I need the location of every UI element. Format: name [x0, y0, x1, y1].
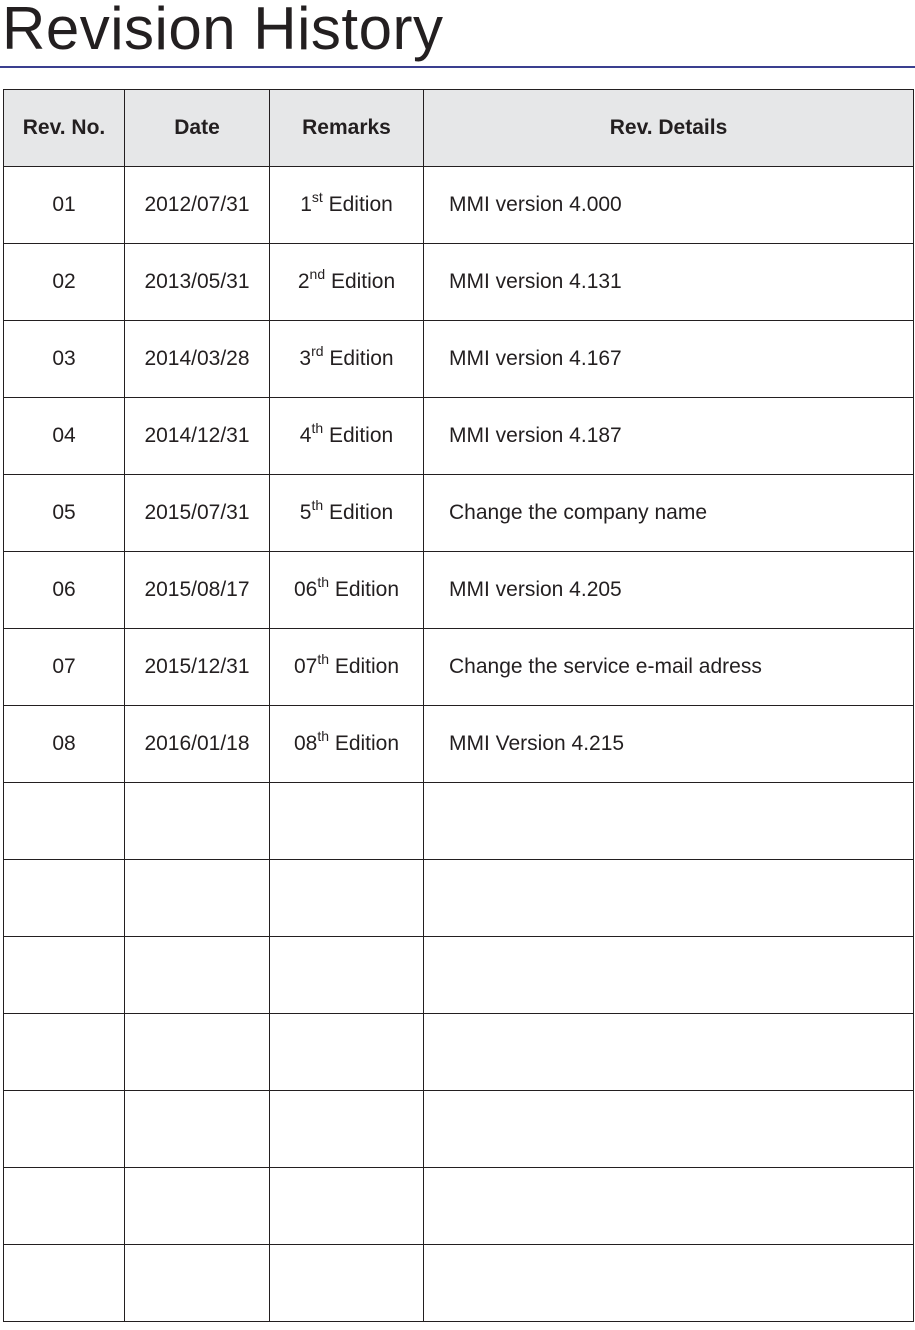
table-row	[4, 1168, 914, 1245]
remarks-edition-label: Edition	[323, 347, 394, 370]
table-row	[4, 552, 914, 629]
remarks-number: 2	[297, 270, 310, 293]
page-title: Revision History	[2, 0, 444, 62]
cell-date: 2015/08/17	[125, 552, 270, 629]
cell-remarks	[270, 398, 424, 475]
cell-remarks	[270, 860, 424, 937]
remarks-ordinal-suffix: st	[311, 189, 323, 205]
cell-date	[125, 937, 270, 1014]
cell-remarks	[270, 1245, 424, 1322]
cell-remarks	[270, 706, 424, 783]
table-row	[4, 244, 914, 321]
cell-date: 2016/01/18	[125, 706, 270, 783]
cell-rev-no	[4, 783, 125, 860]
remarks-ordinal-suffix: nd	[309, 266, 326, 282]
remarks-number: 3	[299, 347, 312, 370]
cell-rev-details	[424, 937, 914, 1014]
table-row	[4, 321, 914, 398]
remarks-number: 1	[300, 193, 312, 216]
cell-rev-no	[4, 1091, 125, 1168]
cell-date: 2013/05/31	[125, 244, 270, 321]
cell-remarks	[270, 783, 424, 860]
cell-date: 2012/07/31	[125, 167, 270, 244]
remarks-number: 07	[293, 655, 318, 678]
remarks-ordinal-suffix: th	[311, 497, 324, 513]
cell-date	[125, 1091, 270, 1168]
remarks-ordinal-suffix: rd	[311, 343, 324, 359]
cell-rev-details: MMI version 4.131	[424, 244, 914, 321]
remarks-number: 08	[293, 732, 318, 755]
cell-rev-details: MMI version 4.187	[424, 398, 914, 475]
cell-rev-details: MMI version 4.167	[424, 321, 914, 398]
cell-rev-no: 03	[4, 321, 125, 398]
cell-rev-no	[4, 937, 125, 1014]
table-row	[4, 783, 914, 860]
table-row	[4, 1014, 914, 1091]
header-rev-no: Rev. No.	[4, 90, 125, 167]
cell-date	[125, 1168, 270, 1245]
cell-remarks	[270, 552, 424, 629]
remarks-ordinal-suffix: th	[317, 574, 329, 590]
cell-rev-details	[424, 1014, 914, 1091]
cell-date: 2014/12/31	[125, 398, 270, 475]
cell-date	[125, 1014, 270, 1091]
cell-date: 2015/12/31	[125, 629, 270, 706]
cell-rev-no	[4, 1168, 125, 1245]
table-row	[4, 1091, 914, 1168]
cell-date: 2014/03/28	[125, 321, 270, 398]
table-row	[4, 398, 914, 475]
remarks-ordinal-suffix: th	[317, 651, 329, 667]
cell-rev-details: Change the company name	[424, 475, 914, 552]
remarks-edition-label: Edition	[322, 193, 393, 216]
header-date: Date	[125, 90, 270, 167]
cell-date	[125, 860, 270, 937]
table-row	[4, 167, 914, 244]
cell-rev-no: 01	[4, 167, 125, 244]
cell-rev-details	[424, 1168, 914, 1245]
cell-rev-no: 02	[4, 244, 125, 321]
cell-rev-details	[424, 860, 914, 937]
table-row	[4, 629, 914, 706]
remarks-number: 4	[299, 424, 312, 447]
cell-remarks	[270, 1091, 424, 1168]
table-body	[4, 167, 914, 1322]
remarks-number: 06	[293, 578, 318, 601]
cell-rev-details	[424, 783, 914, 860]
table-row	[4, 937, 914, 1014]
cell-rev-details	[424, 1091, 914, 1168]
revision-history-table	[3, 89, 914, 1322]
cell-remarks	[270, 475, 424, 552]
cell-remarks	[270, 629, 424, 706]
remarks-edition-label: Edition	[323, 501, 394, 524]
cell-rev-no: 04	[4, 398, 125, 475]
header-rev-details: Rev. Details	[424, 90, 914, 167]
table-row	[4, 1245, 914, 1322]
cell-remarks	[270, 937, 424, 1014]
cell-date: 2015/07/31	[125, 475, 270, 552]
cell-remarks	[270, 321, 424, 398]
cell-remarks	[270, 244, 424, 321]
remarks-ordinal-suffix: th	[317, 728, 329, 744]
remarks-edition-label: Edition	[329, 655, 400, 678]
cell-date	[125, 783, 270, 860]
cell-rev-details: MMI Version 4.215	[424, 706, 914, 783]
remarks-edition-label: Edition	[329, 578, 400, 601]
table-row	[4, 860, 914, 937]
remarks-edition-label: Edition	[329, 732, 400, 755]
cell-rev-details: MMI version 4.205	[424, 552, 914, 629]
cell-rev-no: 08	[4, 706, 125, 783]
cell-rev-no	[4, 860, 125, 937]
cell-rev-no: 07	[4, 629, 125, 706]
cell-date	[125, 1245, 270, 1322]
remarks-ordinal-suffix: th	[311, 420, 324, 436]
cell-remarks	[270, 1014, 424, 1091]
cell-rev-no	[4, 1245, 125, 1322]
cell-rev-no: 06	[4, 552, 125, 629]
table-header-row	[4, 90, 914, 167]
title-divider	[0, 66, 915, 68]
cell-rev-details: Change the service e-mail adress	[424, 629, 914, 706]
remarks-edition-label: Edition	[323, 424, 394, 447]
remarks-number: 5	[299, 501, 312, 524]
table-row	[4, 475, 914, 552]
cell-rev-no: 05	[4, 475, 125, 552]
cell-remarks	[270, 167, 424, 244]
header-remarks: Remarks	[270, 90, 424, 167]
cell-remarks	[270, 1168, 424, 1245]
table-row	[4, 706, 914, 783]
cell-rev-no	[4, 1014, 125, 1091]
remarks-edition-label: Edition	[325, 270, 396, 293]
cell-rev-details	[424, 1245, 914, 1322]
cell-rev-details: MMI version 4.000	[424, 167, 914, 244]
